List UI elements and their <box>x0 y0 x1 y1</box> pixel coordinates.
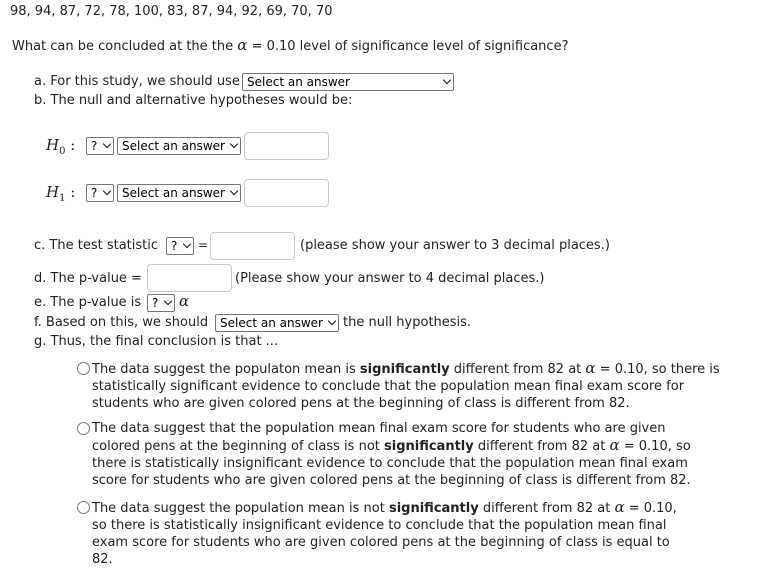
question-post: = 0.10 level of significance level of significance? <box>251 39 569 54</box>
h0-parameter-select[interactable] <box>86 137 114 155</box>
option-text: The data suggest that the population mean final exam score for students who are given colored pens at the beginning of class is not <box>92 421 666 454</box>
conclusion-option-1 <box>92 360 732 412</box>
test-statistic-input[interactable] <box>210 232 295 260</box>
p-value-comparison-select[interactable] <box>147 294 175 312</box>
conclusion-radio-1[interactable] <box>77 362 90 375</box>
test-statistic-select-value: ? <box>171 239 178 253</box>
chevron-down-icon <box>230 187 238 195</box>
test-type-select[interactable] <box>242 73 454 91</box>
h0-subscript: 0 <box>59 146 66 157</box>
p-value-note: (Please show your answer to 4 decimal places.) <box>235 271 545 286</box>
alpha-symbol: α <box>237 36 248 54</box>
part-g-label: g. Thus, the final conclusion is that ... <box>34 334 279 349</box>
h1-subscript: 1 <box>59 193 66 204</box>
part-d-label: d. The p-value = <box>34 271 142 286</box>
test-type-select-value: Select an answer <box>247 75 350 89</box>
h0-parameter-value: ? <box>91 139 98 153</box>
part-f-post: the null hypothesis. <box>343 315 472 330</box>
alpha-symbol: α <box>609 436 620 454</box>
question-text <box>12 36 568 54</box>
chevron-down-icon <box>230 140 238 148</box>
p-value-input[interactable] <box>147 264 232 292</box>
option-text: The data suggest the populaton mean is <box>92 362 360 377</box>
h0-value-input[interactable] <box>244 132 329 160</box>
h0-operator-select[interactable] <box>117 137 241 155</box>
option-bold: significantly <box>388 501 479 516</box>
option-text: = 0.10, so there is statistically insignificant evidence to conclude that the population mean final exam score for students who are given colored pens at the beginning of class is different from 82. <box>92 439 691 488</box>
part-c-label: c. The test statistic <box>34 238 158 253</box>
h1-parameter-value: ? <box>91 186 98 200</box>
option-text: different from 82 at <box>449 362 586 377</box>
option-bold: significantly <box>384 439 474 454</box>
question-pre: What can be concluded at the the <box>12 39 234 54</box>
option-bold: significantly <box>359 362 450 377</box>
h1-value-input[interactable] <box>244 179 329 207</box>
h1-label <box>46 183 75 204</box>
h0-operator-value: Select an answer <box>122 139 225 153</box>
part-f-label: f. Based on this, we should <box>34 315 209 330</box>
option-text: different from 82 at <box>478 501 615 516</box>
chevron-down-icon <box>328 317 336 325</box>
option-text: = 0.10, so there is statistically significant evidence to conclude that the population mean final exam score for students who are given colored pens at the beginning of class is different from 82. <box>92 362 720 411</box>
conclusion-option-3 <box>92 499 692 568</box>
test-statistic-note: (please show your answer to 3 decimal places.) <box>300 238 610 253</box>
option-text: = 0.10, so there is statistically insignificant evidence to conclude that the population mean final exam score for students who are given colored pens at the beginning of class is equal to 82. <box>92 501 677 567</box>
conclusion-option-2 <box>92 420 692 489</box>
equals-sign: = <box>198 238 209 252</box>
h1-colon: : <box>70 183 76 201</box>
chevron-down-icon <box>103 187 111 195</box>
part-a-label: a. For this study, we should use <box>34 74 240 89</box>
test-statistic-select[interactable] <box>166 237 194 255</box>
alpha-symbol: α <box>179 292 190 310</box>
chevron-down-icon <box>103 140 111 148</box>
h1-operator-select[interactable] <box>117 184 241 202</box>
option-text: The data suggest the population mean is not <box>92 501 389 516</box>
part-e-label: e. The p-value is <box>34 295 142 310</box>
option-text: different from 82 at <box>473 439 610 454</box>
h0-colon: : <box>70 136 76 154</box>
conclusion-radio-2[interactable] <box>77 422 90 435</box>
alpha-symbol: α <box>585 359 596 377</box>
h1-symbol: H <box>46 183 60 201</box>
h0-symbol: H <box>46 136 60 154</box>
decision-select-value: Select an answer <box>220 316 323 330</box>
data-values: 98, 94, 87, 72, 78, 100, 83, 87, 94, 92, 69, 70, 70 <box>10 4 333 19</box>
chevron-down-icon <box>443 76 451 84</box>
conclusion-radio-3[interactable] <box>77 501 90 514</box>
h1-parameter-select[interactable] <box>86 184 114 202</box>
chevron-down-icon <box>164 297 172 305</box>
alpha-symbol: α <box>614 498 625 516</box>
p-value-comparison-value: ? <box>152 296 159 310</box>
decision-select[interactable] <box>215 314 339 332</box>
h0-label <box>46 136 75 157</box>
chevron-down-icon <box>183 240 191 248</box>
part-b-label: b. The null and alternative hypotheses would be: <box>34 93 353 108</box>
h1-operator-value: Select an answer <box>122 186 225 200</box>
